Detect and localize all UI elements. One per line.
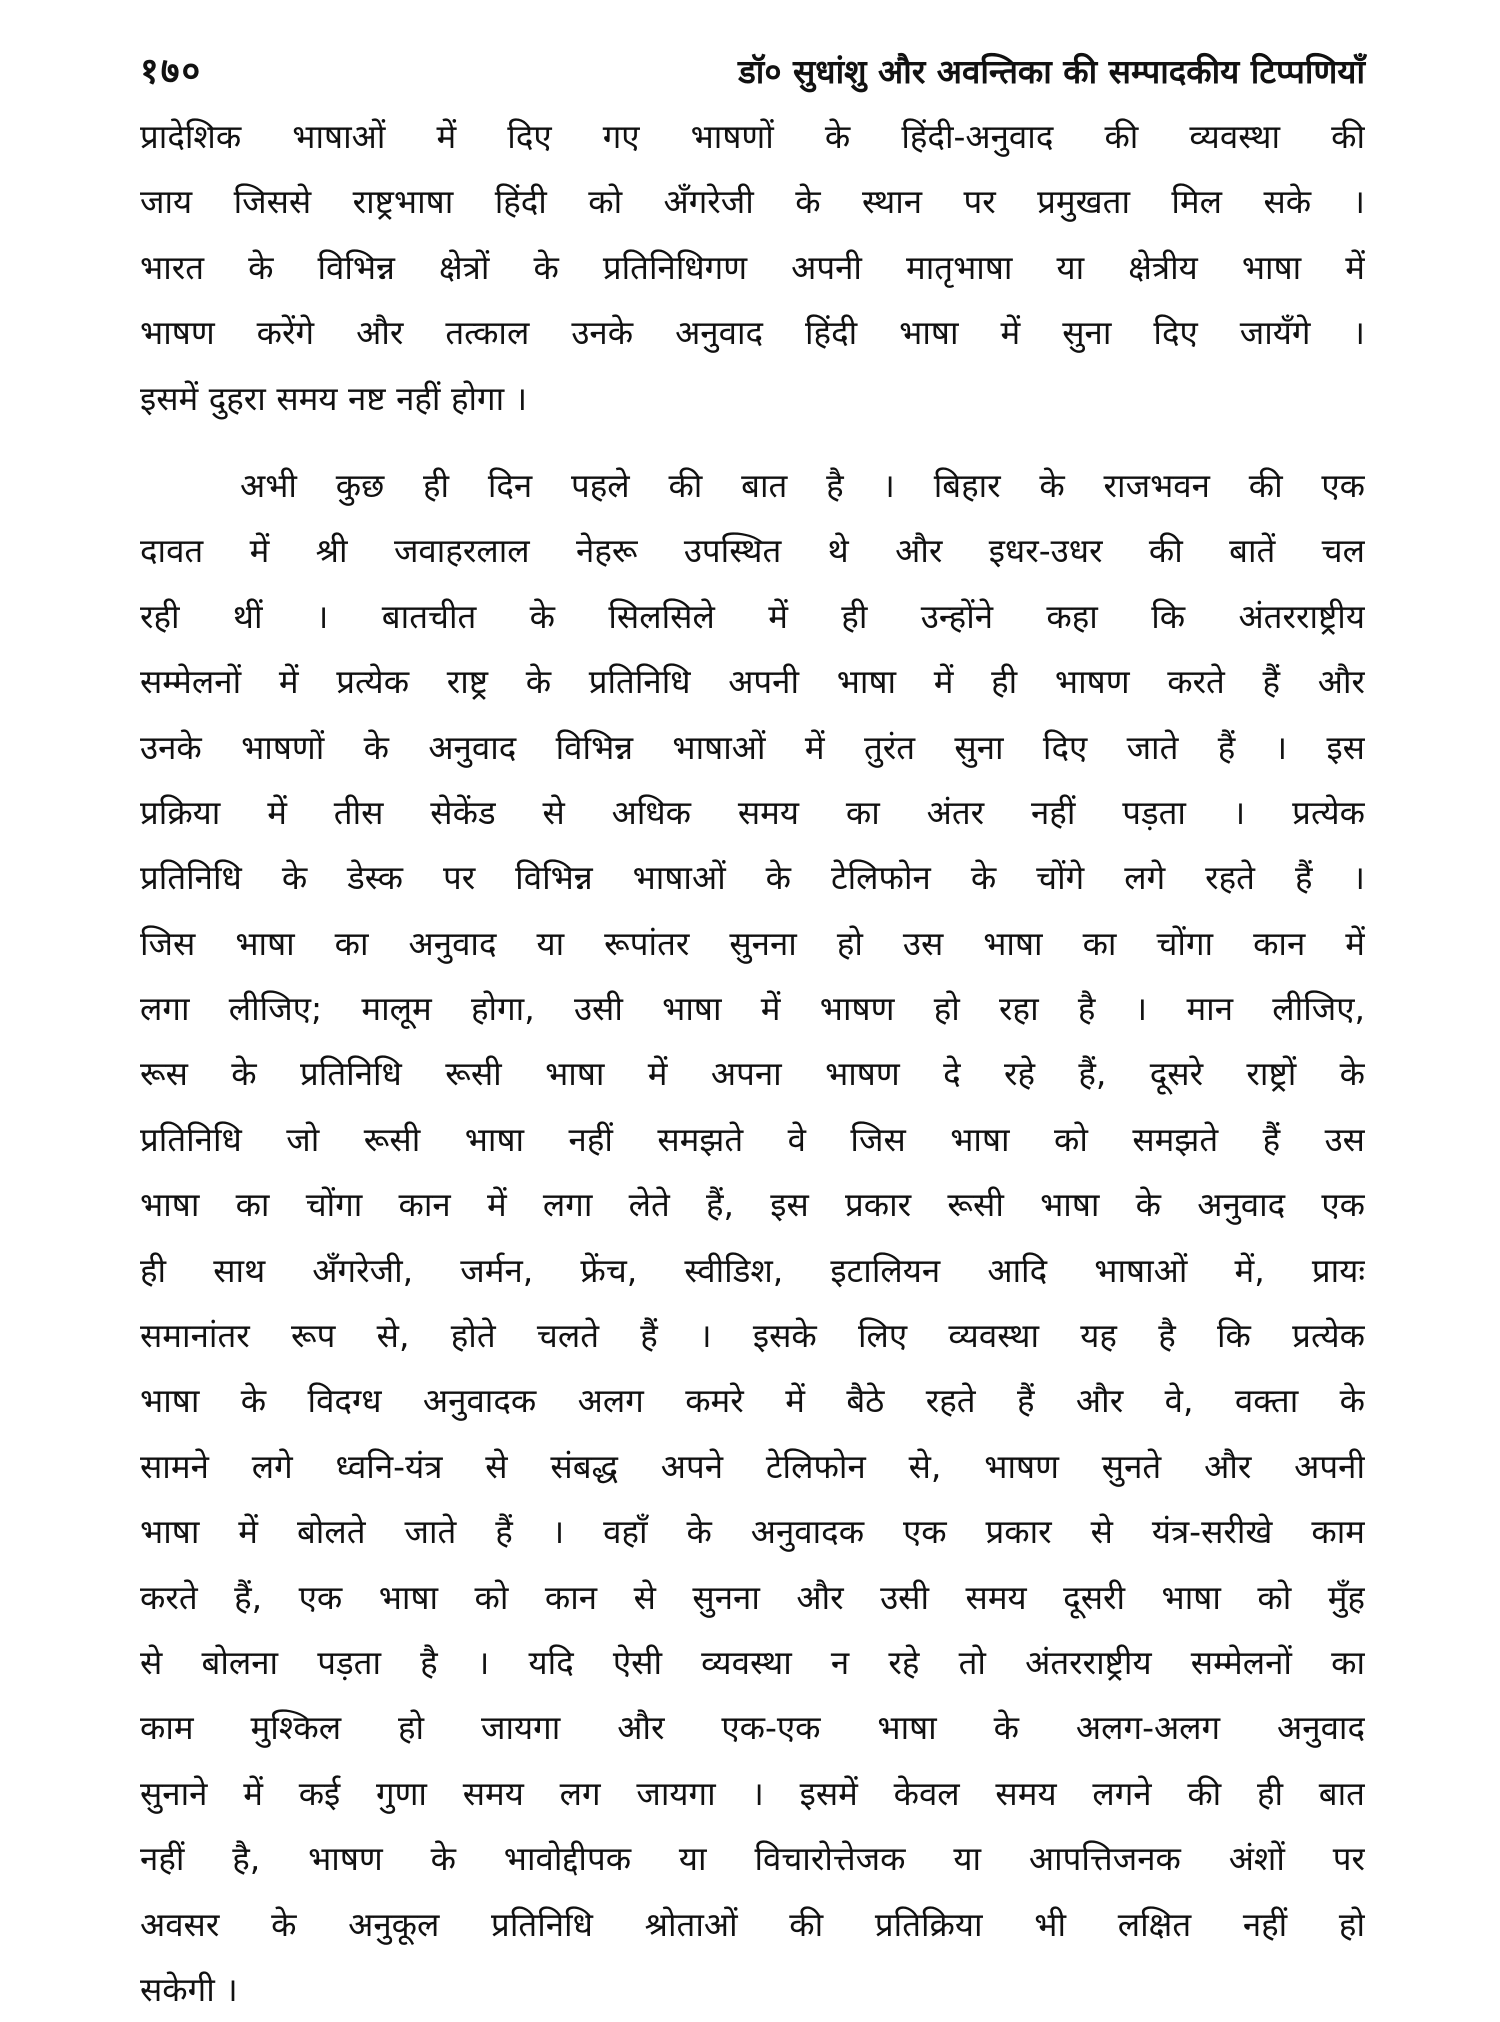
text-line: प्रक्रिया में तीस सेकेंड से अधिक समय का अंतर नहीं पड़ता । प्रत्येक bbox=[140, 792, 1365, 832]
text-line: ही साथ अँगरेजी, जर्मन, फ्रेंच, स्वीडिश, इटालियन आदि भाषाओं में, प्रायः bbox=[140, 1250, 1365, 1290]
text-line: दावत में श्री जवाहरलाल नेहरू उपस्थित थे और इधर-उधर की बातें चल bbox=[140, 531, 1365, 571]
text-line: समानांतर रूप से, होते चलते हैं । इसके लिए व्यवस्था यह है कि प्रत्येक bbox=[140, 1316, 1365, 1356]
body-text bbox=[140, 104, 1365, 2022]
page-number: १७० bbox=[140, 51, 203, 92]
paragraph-1 bbox=[140, 104, 1365, 431]
text-line: से बोलना पड़ता है । यदि ऐसी व्यवस्था न रहे तो अंतरराष्ट्रीय सम्मेलनों का bbox=[140, 1642, 1365, 1682]
text-line: भाषा का चोंगा कान में लगा लेते हैं, इस प्रकार रूसी भाषा के अनुवाद एक bbox=[140, 1185, 1365, 1225]
text-line: प्रतिनिधि जो रूसी भाषा नहीं समझते वे जिस भाषा को समझते हैं उस bbox=[140, 1119, 1365, 1159]
text-line: सकेगी । bbox=[140, 1969, 238, 2009]
text-line: प्रादेशिक भाषाओं में दिए गए भाषणों के हिंदी-अनुवाद की व्यवस्था की bbox=[140, 117, 1365, 156]
text-line: उनके भाषणों के अनुवाद विभिन्न भाषाओं में तुरंत सुना दिए जाते हैं । इस bbox=[140, 727, 1365, 767]
text-line: सामने लगे ध्वनि-यंत्र से संबद्ध अपने टेलिफोन से, भाषण सुनते और अपनी bbox=[140, 1446, 1365, 1486]
text-line: भाषा के विदग्ध अनुवादक अलग कमरे में बैठे रहते हैं और वे, वक्ता के bbox=[140, 1381, 1365, 1421]
text-line: भारत के विभिन्न क्षेत्रों के प्रतिनिधिगण अपनी मातृभाषा या क्षेत्रीय भाषा में bbox=[140, 247, 1365, 287]
text-line: लगा लीजिए; मालूम होगा, उसी भाषा में भाषण हो रहा है । मान लीजिए, bbox=[140, 989, 1365, 1029]
running-title: डॉ० सुधांशु और अवन्तिका की सम्पादकीय टिप्पणियाँ bbox=[738, 52, 1365, 91]
text-line: अवसर के अनुकूल प्रतिनिधि श्रोताओं की प्रतिक्रिया भी लक्षित नहीं हो bbox=[140, 1904, 1365, 1944]
running-head bbox=[140, 40, 1365, 104]
paragraph-2 bbox=[140, 453, 1365, 2022]
text-line: सम्मेलनों में प्रत्येक राष्ट्र के प्रतिनिधि अपनी भाषा में ही भाषण करते हैं और bbox=[140, 662, 1365, 702]
text-line: भाषा में बोलते जाते हैं । वहाँ के अनुवादक एक प्रकार से यंत्र-सरीखे काम bbox=[140, 1512, 1365, 1552]
text-line: जिस भाषा का अनुवाद या रूपांतर सुनना हो उस भाषा का चोंगा कान में bbox=[140, 923, 1365, 963]
text-line: जाय जिससे राष्ट्रभाषा हिंदी को अँगरेजी के स्थान पर प्रमुखता मिल सके । bbox=[140, 182, 1365, 222]
text-line: नहीं है, भाषण के भावोद्दीपक या विचारोत्तेजक या आपत्तिजनक अंशों पर bbox=[140, 1839, 1365, 1879]
text-line: काम मुश्किल हो जायगा और एक-एक भाषा के अलग-अलग अनुवाद bbox=[140, 1708, 1365, 1748]
text-line: भाषण करेंगे और तत्काल उनके अनुवाद हिंदी भाषा में सुना दिए जायँगे । bbox=[140, 313, 1365, 353]
text-line: रही थीं । बातचीत के सिलसिले में ही उन्होंने कहा कि अंतरराष्ट्रीय bbox=[140, 596, 1365, 636]
text-line: करते हैं, एक भाषा को कान से सुनना और उसी समय दूसरी भाषा को मुँह bbox=[140, 1577, 1365, 1617]
text-line: इसमें दुहरा समय नष्ट नहीं होगा । bbox=[140, 378, 528, 418]
text-line: प्रतिनिधि के डेस्क पर विभिन्न भाषाओं के टेलिफोन के चोंगे लगे रहते हैं । bbox=[140, 858, 1365, 898]
text-line: अभी कुछ ही दिन पहले की बात है । बिहार के राजभवन की एक bbox=[240, 465, 1365, 505]
text-line: सुनाने में कई गुणा समय लग जायगा । इसमें केवल समय लगने की ही बात bbox=[140, 1773, 1365, 1813]
text-line: रूस के प्रतिनिधि रूसी भाषा में अपना भाषण दे रहे हैं, दूसरे राष्ट्रों के bbox=[140, 1054, 1365, 1094]
